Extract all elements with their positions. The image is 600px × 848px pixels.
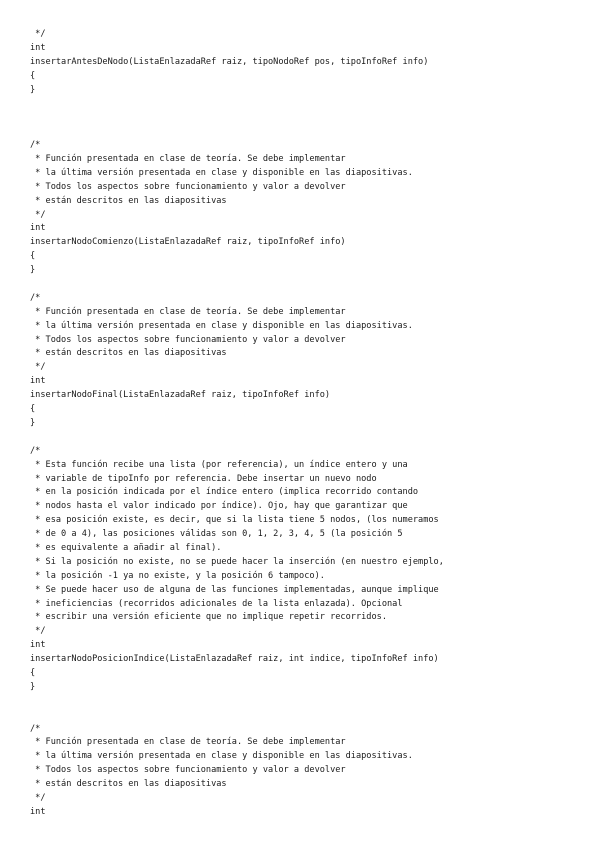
code-line: * esa posición existe, es decir, que si la lista tiene 5 nodos, (los numeramos: [30, 515, 439, 526]
code-line: */: [30, 362, 46, 373]
code-line: int: [30, 376, 46, 387]
code-line: * la última versión presentada en clase y disponible en las diapositivas.: [30, 167, 413, 178]
code-line: * Si la posición no existe, no se puede hacer la inserción (en nuestro ejemplo,: [30, 556, 444, 567]
code-line: * nodos hasta el valor indicado por índice). Ojo, hay que garantizar que: [30, 501, 408, 512]
code-line: * Se puede hacer uso de alguna de las funciones implementadas, aunque implique: [30, 584, 439, 595]
code-line: [30, 695, 444, 709]
code-line: insertarNodoComienzo(ListaEnlazadaRef raiz, tipoInfoRef info): [30, 237, 346, 248]
code-line: }: [30, 681, 36, 692]
code-line: }: [30, 417, 36, 428]
code-line: * la posición -1 ya no existe, y la posición 6 tampoco).: [30, 570, 325, 581]
source-code-listing: [30, 28, 444, 820]
code-line: int: [30, 223, 46, 234]
code-line: * están descritos en las diapositivas: [30, 779, 227, 790]
code-line: * Función presentada en clase de teoría. Se debe implementar: [30, 154, 346, 165]
code-line: */: [30, 29, 46, 39]
code-line: {: [30, 667, 36, 678]
code-line: * escribir una versión eficiente que no implique repetir recorridos.: [30, 612, 387, 623]
code-line: [30, 278, 444, 292]
code-line: * variable de tipoInfo por referencia. Debe insertar un nuevo nodo: [30, 473, 377, 484]
code-line: * Función presentada en clase de teoría. Se debe implementar: [30, 306, 346, 317]
code-line: /*: [30, 140, 41, 151]
code-line: [30, 97, 444, 111]
code-line: * de 0 a 4), las posiciones válidas son 0, 1, 2, 3, 4, 5 (la posición 5: [30, 529, 403, 540]
code-line: * Todos los aspectos sobre funcionamiento y valor a devolver: [30, 765, 346, 776]
code-line: [30, 431, 444, 445]
code-line: /*: [30, 292, 41, 303]
code-line: * ineficiencias (recorridos adicionales de la lista enlazada). Opcional: [30, 598, 403, 609]
code-line: /*: [30, 445, 41, 456]
code-line: {: [30, 70, 36, 81]
code-line: * la última versión presentada en clase y disponible en las diapositivas.: [30, 751, 413, 762]
code-line: [30, 111, 444, 125]
code-line: * están descritos en las diapositivas: [30, 348, 227, 359]
code-line: }: [30, 265, 36, 276]
code-line: [30, 709, 444, 723]
code-line: * es equivalente a añadir al final).: [30, 542, 222, 553]
code-line: * Todos los aspectos sobre funcionamiento y valor a devolver: [30, 181, 346, 192]
code-line: */: [30, 626, 46, 637]
code-line: {: [30, 251, 36, 262]
code-line: {: [30, 404, 36, 415]
code-line: int: [30, 806, 46, 817]
code-line: * están descritos en las diapositivas: [30, 195, 227, 206]
code-line: [30, 125, 444, 139]
code-line: int: [30, 640, 46, 651]
code-line: * en la posición indicada por el índice entero (implica recorrido contando: [30, 487, 419, 498]
code-line: }: [30, 84, 36, 95]
code-line: insertarNodoPosicionIndice(ListaEnlazadaRef raiz, int indice, tipoInfoRef info): [30, 654, 439, 665]
code-line: int: [30, 42, 46, 53]
code-line: insertarAntesDeNodo(ListaEnlazadaRef raiz, tipoNodoRef pos, tipoInfoRef info): [30, 56, 429, 67]
code-line: */: [30, 792, 46, 803]
code-line: /*: [30, 723, 41, 734]
code-line: * Todos los aspectos sobre funcionamiento y valor a devolver: [30, 334, 346, 345]
code-line: insertarNodoFinal(ListaEnlazadaRef raiz, tipoInfoRef info): [30, 390, 331, 401]
code-line: * Esta función recibe una lista (por referencia), un índice entero y una: [30, 459, 408, 470]
code-line: */: [30, 209, 46, 220]
code-line: * Función presentada en clase de teoría. Se debe implementar: [30, 737, 346, 748]
code-line: * la última versión presentada en clase y disponible en las diapositivas.: [30, 320, 413, 331]
